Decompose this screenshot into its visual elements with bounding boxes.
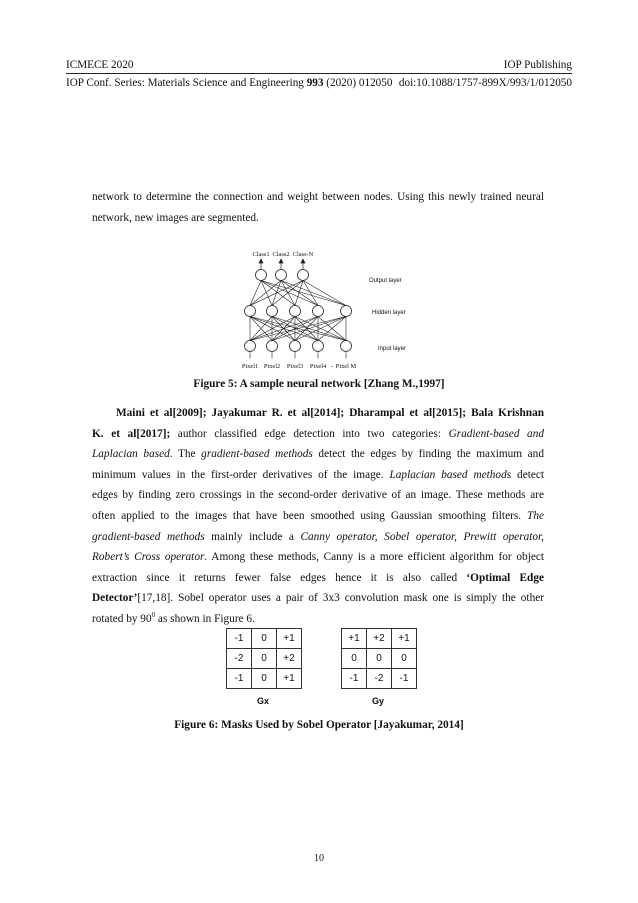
mask-cell: -1: [392, 669, 417, 689]
input-node: [341, 341, 352, 352]
body-paragraph: [92, 403, 544, 630]
body-line: edges by finding zero crossings in the second-order derivative of an image. These methods are: [92, 489, 544, 502]
body-bold: ‘Optimal Edge: [466, 571, 544, 584]
mask-cell: +1: [392, 629, 417, 649]
output-arrowhead: [279, 259, 283, 263]
body-line: [92, 444, 544, 465]
body-text: mainly include a: [204, 530, 301, 543]
citation-list: Maini et al[2009]; Jayakumar R. et al[2014]; Dharampal et al[2015]; Bala Krishnan: [116, 407, 544, 419]
input-node: [245, 341, 256, 352]
figure5-caption: Figure 5: A sample neural network [Zhang M.,1997]: [193, 378, 445, 390]
body-italic: Robert’s Cross operator: [92, 551, 205, 564]
body-italic: Gradient-based and: [448, 427, 544, 440]
body-text: extraction since it returns fewer false edges hence it is also called: [92, 571, 467, 584]
mask-cell: -2: [367, 669, 392, 689]
body-line: [92, 588, 544, 609]
output-arrowhead: [259, 259, 263, 263]
mask-cell: -1: [342, 669, 367, 689]
class-label: Class-N: [292, 251, 314, 258]
conference-name: ICMECE 2020: [66, 59, 134, 71]
mask-cell: +2: [367, 629, 392, 649]
mask-cell: 0: [252, 669, 277, 689]
layer-label-input: Input layer: [378, 346, 407, 352]
hidden-node: [341, 306, 352, 317]
body-text: . The: [169, 448, 202, 461]
body-bold: Detector’: [92, 592, 138, 605]
intro-line: network to determine the connection and weight between nodes. Using this newly trained neural: [92, 191, 544, 203]
mask-row: [342, 649, 417, 669]
mask-cell: +1: [277, 629, 302, 649]
pixel-label: Pixel M: [335, 363, 357, 370]
body-text: detect: [511, 468, 545, 481]
body-italic: The: [527, 509, 544, 522]
series-suffix: (2020) 012050: [323, 77, 393, 89]
body-italic: Canny operator, Sobel operator, Prewitt operator,: [300, 530, 544, 543]
input-node: [267, 341, 278, 352]
body-italic: Laplacian based: [92, 448, 170, 461]
gx-mask-table: [226, 628, 302, 689]
body-line: [92, 568, 544, 589]
gx-label: Gx: [257, 696, 270, 706]
mask-cell: +1: [342, 629, 367, 649]
hidden-node: [313, 306, 324, 317]
mask-cell: 0: [342, 649, 367, 669]
publisher-name: IOP Publishing: [503, 59, 572, 71]
intro-paragraph: [92, 187, 544, 228]
hidden-output-connection: [250, 281, 261, 306]
mask-row: [227, 669, 302, 689]
hidden-output-connection: [281, 281, 346, 306]
body-line: [92, 609, 544, 630]
layer-label-output: Output layer: [369, 278, 402, 284]
output-arrows: [259, 259, 305, 270]
pixel-label: -: [330, 363, 334, 370]
mask-row: [227, 629, 302, 649]
neural-network-diagram: [226, 238, 436, 372]
body-text: as shown in Figure 6.: [155, 612, 255, 625]
gy-label: Gy: [372, 696, 385, 706]
mask-cell: 0: [367, 649, 392, 669]
mask-cell: 0: [252, 649, 277, 669]
series-prefix: IOP Conf. Series: Materials Science and Engineering: [66, 77, 307, 89]
mask-cell: 0: [252, 629, 277, 649]
body-line: [92, 465, 544, 486]
output-node: [298, 270, 309, 281]
body-text: often applied to the images that have been smoothed using Gaussian smoothing filters.: [92, 509, 528, 522]
body-line: [92, 424, 544, 445]
hidden-node: [245, 306, 256, 317]
mask-row: [342, 669, 417, 689]
mask-cell: 0: [392, 649, 417, 669]
body-text: rotated by 90: [92, 612, 152, 625]
mask-cell: -2: [227, 649, 252, 669]
class-label: Class2: [272, 251, 290, 258]
output-node: [276, 270, 287, 281]
body-line: [92, 506, 544, 527]
class-label: Class1: [252, 251, 270, 258]
mask-cell: -1: [227, 669, 252, 689]
pixel-label: Pixel3: [286, 363, 304, 370]
pixel-label: Pixel4: [309, 363, 327, 370]
mask-row: [227, 649, 302, 669]
mask-cell: +2: [277, 649, 302, 669]
body-text: minimum values in the first-order derivatives of the image.: [92, 468, 390, 481]
hidden-node: [267, 306, 278, 317]
body-line: [92, 403, 544, 424]
body-text: author classified edge detection into two categories:: [170, 427, 449, 440]
input-node: [313, 341, 324, 352]
degree-superscript: 0: [151, 611, 156, 620]
body-text: [17,18]. Sobel operator uses a pair of 3x3 convolution mask one is simply the other: [137, 592, 544, 605]
doi: doi:10.1088/1757-899X/993/1/012050: [398, 77, 572, 89]
body-text: . Among these methods, Canny is a more efficient algorithm for object: [204, 551, 545, 564]
hidden-output-connection: [261, 281, 346, 306]
volume-number: 993: [306, 77, 324, 89]
layer-label-hidden: Hidden layer: [372, 310, 406, 316]
output-node: [256, 270, 267, 281]
mask-row: [342, 629, 417, 649]
mask-cell: -1: [227, 629, 252, 649]
intro-line: network, new images are segmented.: [92, 211, 259, 224]
pixel-label: Pixel1: [241, 363, 259, 370]
body-italic: gradient-based methods: [201, 448, 313, 461]
header-rule: [66, 73, 572, 74]
citation-bold: K. et al[2017];: [92, 427, 171, 440]
figure6-caption: Figure 6: Masks Used by Sobel Operator [Jayakumar, 2014]: [174, 719, 464, 731]
hidden-output-connection: [281, 281, 318, 306]
pixel-label: Pixel2: [263, 363, 281, 370]
input-node: [290, 341, 301, 352]
series-citation: [66, 77, 392, 89]
mask-cell: +1: [277, 669, 302, 689]
page-number: 10: [314, 853, 324, 864]
hidden-node: [290, 306, 301, 317]
body-line: [92, 547, 544, 568]
output-arrowhead: [301, 259, 305, 263]
body-text: detect the edges by finding the maximum and: [312, 448, 544, 461]
hidden-output-connection: [281, 281, 295, 306]
body-italic: gradient-based methods: [92, 530, 205, 543]
hidden-output-connection: [303, 281, 318, 306]
body-italic: Laplacian based methods: [389, 468, 512, 481]
body-line: [92, 527, 544, 548]
gy-mask-table: [341, 628, 417, 689]
